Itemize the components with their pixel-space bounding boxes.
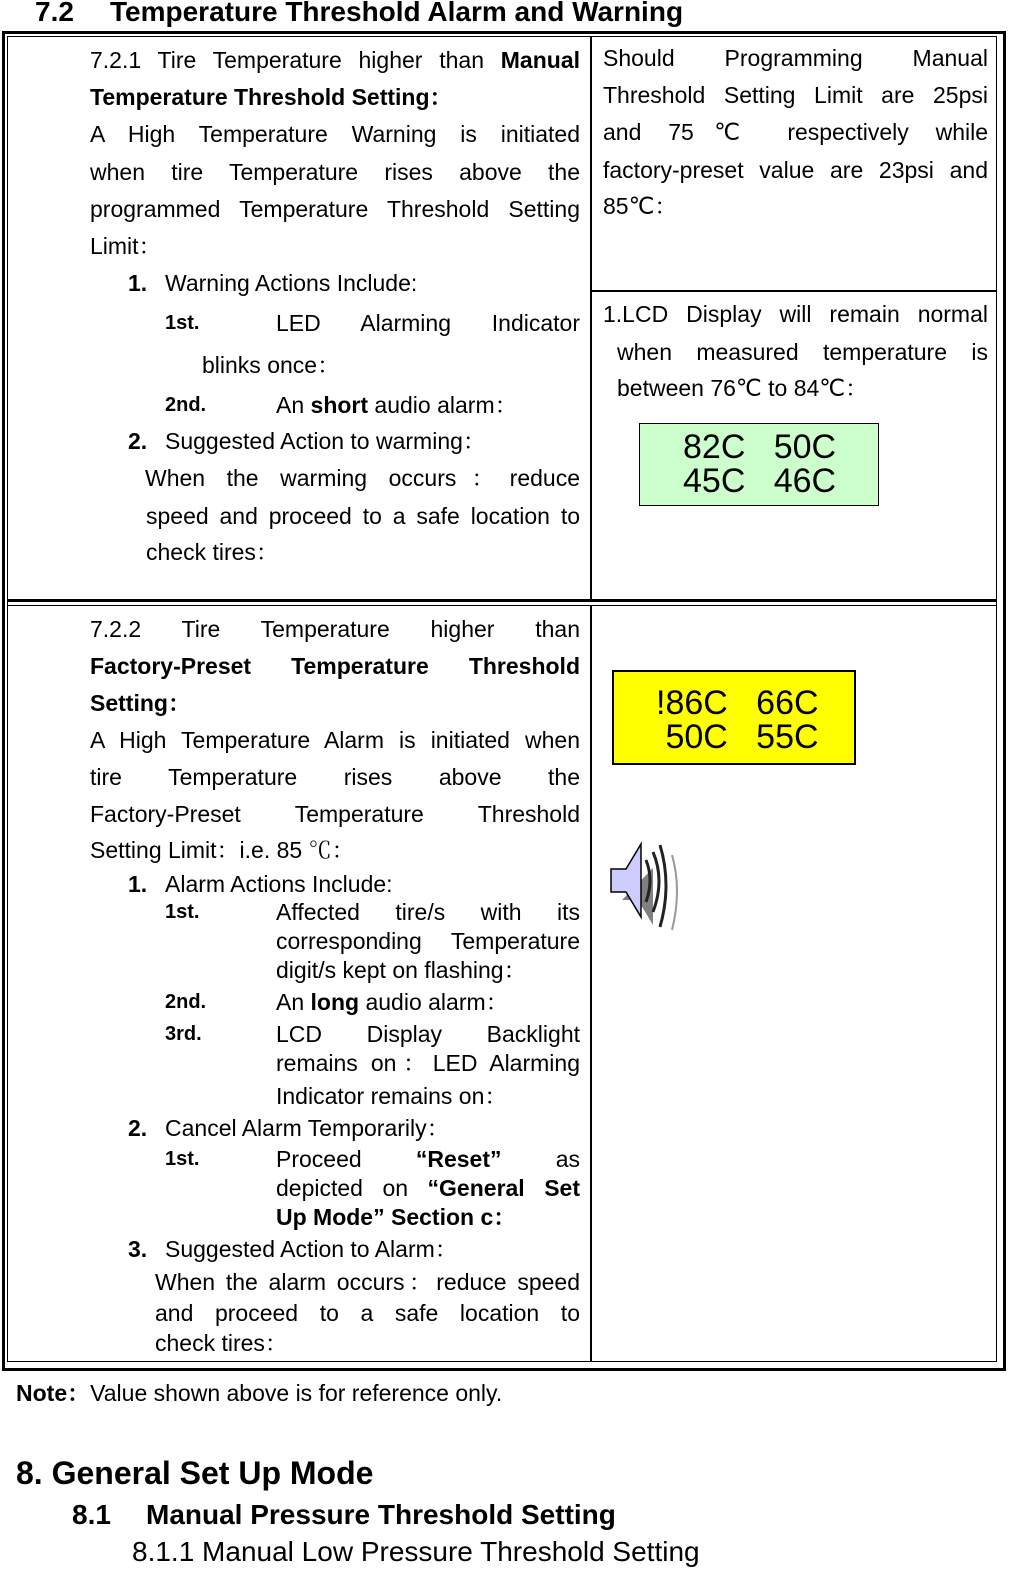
text-bold: “Reset”: [415, 1146, 502, 1172]
ordinal: 1st.: [165, 1148, 200, 1170]
section-number: 8.1: [72, 1499, 111, 1530]
text: programmed Temperature Threshold Setting: [90, 196, 580, 222]
ordinal: 1st.: [165, 901, 200, 923]
subsection-title: Factory-Preset Temperature Threshold: [90, 653, 580, 679]
text: depicted on: [276, 1175, 409, 1201]
text: Limit：: [90, 233, 162, 259]
text: audio alarm：: [374, 392, 518, 418]
note-label: Note：: [16, 1380, 91, 1406]
text: When the alarm occurs：reduce speed: [155, 1269, 580, 1295]
ordinal: 2nd.: [165, 394, 207, 416]
text: check tires：: [146, 539, 279, 565]
text: Indicator remains on：: [276, 1083, 508, 1109]
text: 85℃：: [603, 193, 678, 219]
subsection-title: 8.1.1 Manual Low Pressure Threshold Setting: [132, 1536, 700, 1567]
text: 7.2.1 Tire Temperature higher than: [90, 47, 484, 73]
text: Factory-Preset Temperature Threshold: [90, 801, 580, 827]
text: A High Temperature Warning is initiated: [90, 121, 580, 147]
chapter-title: 8. General Set Up Mode: [16, 1455, 374, 1491]
text: audio alarm：: [365, 989, 509, 1015]
text: remains on：LED Alarming: [276, 1050, 580, 1076]
list-number: 3.: [128, 1236, 148, 1262]
text: speed and proceed to a safe location to: [146, 503, 580, 529]
list-number: 2.: [128, 1115, 148, 1141]
text: factory-preset value are 23psi and: [603, 157, 988, 183]
text-bold: Manual: [500, 47, 580, 73]
text: Should Programming Manual: [603, 45, 988, 71]
list-number: 1.: [128, 871, 148, 897]
text-bold: “General Set: [427, 1175, 580, 1201]
lcd-row: 82C 50C: [683, 428, 837, 466]
lcd-display-alarm: [612, 670, 856, 765]
ordinal: 1st.: [165, 312, 200, 334]
text: A High Temperature Alarm is initiated when: [90, 727, 580, 753]
section-number: 7.2: [35, 0, 74, 27]
ordinal: 2nd.: [165, 991, 207, 1013]
text-bold: long: [310, 989, 360, 1015]
list-item: Cancel Alarm Temporarily：: [165, 1115, 450, 1141]
text: when tire Temperature rises above the: [90, 159, 580, 185]
text-bold: short: [310, 392, 369, 418]
text: Proceed: [276, 1146, 362, 1172]
text: corresponding Temperature: [276, 928, 580, 954]
text: LED Alarming Indicator: [276, 310, 580, 336]
text: as: [555, 1146, 580, 1172]
lcd-row: !86C 66C: [656, 684, 819, 722]
section-title: Manual Pressure Threshold Setting: [146, 1499, 616, 1530]
note-text: Value shown above is for reference only.: [90, 1380, 503, 1406]
text: digit/s kept on flashing：: [276, 957, 527, 983]
text: and 75℃ respectively while: [603, 119, 988, 145]
list-item: Suggested Action to warming：: [165, 428, 486, 454]
lcd-display-normal: [639, 423, 879, 506]
text: blinks once：: [202, 352, 341, 378]
note: [16, 1378, 502, 1408]
text: When the warming occurs：reduce: [145, 465, 580, 491]
text: 1.LCD Display will remain normal: [603, 301, 988, 327]
subsection-title: Temperature Threshold Setting：: [90, 84, 453, 110]
list-item: Alarm Actions Include:: [165, 871, 393, 897]
text-bold: Up Mode” Section c：: [276, 1204, 517, 1230]
list-number: 2.: [128, 428, 148, 454]
text: between 76℃ to 84℃：: [617, 375, 869, 401]
text: tire Temperature rises above the: [90, 764, 580, 790]
speaker-icon: [610, 840, 690, 935]
text: Threshold Setting Limit are 25psi: [603, 82, 988, 108]
ordinal: 3rd.: [165, 1023, 202, 1045]
text: when measured temperature is: [617, 339, 988, 365]
text: An: [276, 989, 305, 1015]
text: 7.2.2 Tire Temperature higher than: [90, 616, 580, 642]
subsection-title: Setting：: [90, 690, 191, 716]
list-item: Suggested Action to Alarm：: [165, 1236, 458, 1262]
list-item: Warning Actions Include:: [165, 270, 418, 296]
list-number: 1.: [128, 270, 148, 296]
lcd-row: 45C 46C: [683, 462, 837, 500]
text: An: [276, 392, 305, 418]
text: Setting Limit：i.e. 85 ℃：: [90, 837, 355, 863]
section-title: Temperature Threshold Alarm and Warning: [110, 0, 684, 27]
text: check tires：: [155, 1330, 288, 1356]
lcd-row: 50C 55C: [656, 718, 819, 756]
text: LCD Display Backlight: [276, 1021, 580, 1047]
text: and proceed to a safe location to: [155, 1300, 580, 1326]
text: Affected tire/s with its: [276, 899, 580, 925]
